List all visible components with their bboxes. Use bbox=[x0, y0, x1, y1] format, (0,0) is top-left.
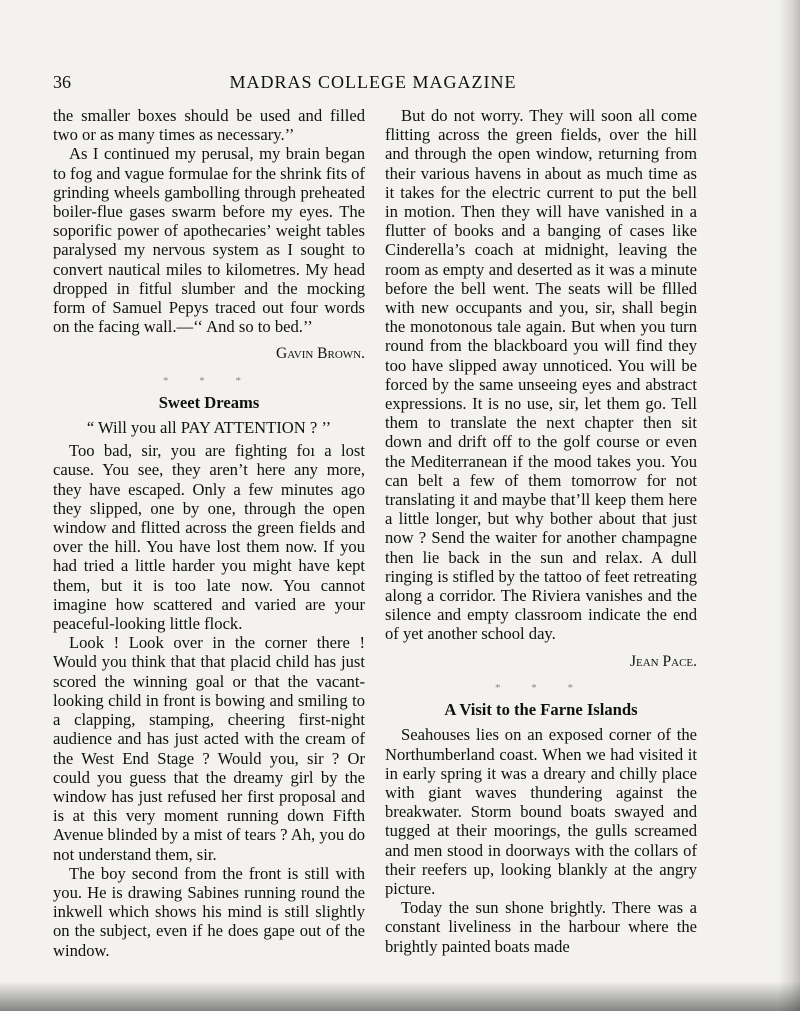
section-separator: * * * bbox=[495, 681, 587, 694]
paragraph: But do not worry. They will soon all come flitting across the green fields, over the hill and through the open window, returning from their various havens in about as much time as it takes for the electric current to put the bell in motion. Then they will have vanished in a flutter of books and a banging of cases like Cinderella’s coach at midnight, leaving the room as empty and deserted as it was a minute before the bell went. The seats will be fllled with new occupants and you, sir, shall begin the monotonous tale again. But when you turn round from the blackboard you will find they too have slipped away unnoticed. You will be forced by the same unseeing eyes and abstract expressions. It is no use, sir, let them go. Tell them to translate the next chapter then sit down and drift off to the golf course or even the Mediterranean if the mood takes you. You can belt a few of them tomorrow for not translating it and maybe that’ll keep them here a little longer, but why bother about that just now ? Send the waiter for another champagne then lie back in the sun and relax. A dull ringing is stifled by the tattoo of feet retreating along a corridor. The Riviera vanishes and the silence and empty classroom indicate the end of yet another school day. bbox=[385, 106, 697, 644]
paragraph: Seahouses lies on an exposed corner of the Northumberland coast. When we had visited it in early spring it was a dreary and chilly place with giant waves thundering against the breakwater. Storm bound boats swayed and tugged at their moorings, the gulls screamed and men stood in doorways with the collars of their reefers up, looking blankly at the angry picture. bbox=[385, 725, 697, 898]
page-number: 36 bbox=[53, 72, 71, 92]
opening-quote: “ Will you all PAY ATTENTION ? ’’ bbox=[86, 418, 332, 438]
page-header bbox=[53, 72, 693, 100]
author-signature: Gavin Brown. bbox=[276, 345, 365, 363]
paragraph: As I continued my perusal, my brain began to fog and vague formulae for the shrink fits of grinding wheels gambolling through preheated boiler-flue gases swarm before my eyes. The soporific power of apothecaries’ weight tables paralysed my nervous system as I sought to convert nautical miles to kilometres. My head dropped in fitful slumber and the mocking form of Samuel Pepys traced out four words on the facing wall.—‘‘ And so to bed.’’ bbox=[53, 144, 365, 337]
left-column bbox=[53, 106, 365, 960]
article-title: Sweet Dreams bbox=[158, 392, 260, 412]
article-title: A Visit to the Farne Islands bbox=[444, 700, 638, 720]
paragraph: the smaller boxes should be used and filled two or as many times as necessary.’’ bbox=[53, 106, 365, 145]
paragraph: The boy second from the front is still with you. He is drawing Sabines running round the inkwell which shows his mind is still slightly on the subject, even if he does gape out of the window. bbox=[53, 863, 365, 960]
magazine-title: MADRAS COLLEGE MAGAZINE bbox=[229, 72, 517, 92]
page-edge-shadow bbox=[778, 0, 800, 1011]
paragraph: Today the sun shone brightly. There was a constant liveliness in the harbour where the brightly painted boats made bbox=[385, 898, 697, 956]
page-bottom-shadow bbox=[0, 981, 800, 1011]
author-signature: Jean Pace. bbox=[629, 652, 697, 670]
paragraph: Too bad, sir, you are fighting foı a lost cause. You see, they aren’t here any more, they have escaped. Only a few minutes ago they slipped, one by one, through the open window and flitted across the green fields and over the hill. You have lost them now. If you had tried a little harder you might have kept them, but it is too late now. You cannot imagine how scattered and varied are your peaceful-looking little flock. bbox=[53, 441, 365, 634]
right-column bbox=[385, 106, 697, 956]
section-separator: * * * bbox=[163, 374, 255, 387]
paragraph: Look ! Look over in the corner there ! Would you think that that placid child has just scored the winning goal or that the vacant-looking child in front is bowing and smiling to a clapping, stamping, cheering first-night audience and has just acted with the cream of the West End Stage ? Would you, sir ? Or could you guess that the dreamy girl by the window has just refused her first proposal and is at this very moment running down Fifth Avenue blinded by a mist of tears ? Ah, you do not understand them, sir. bbox=[53, 633, 365, 864]
